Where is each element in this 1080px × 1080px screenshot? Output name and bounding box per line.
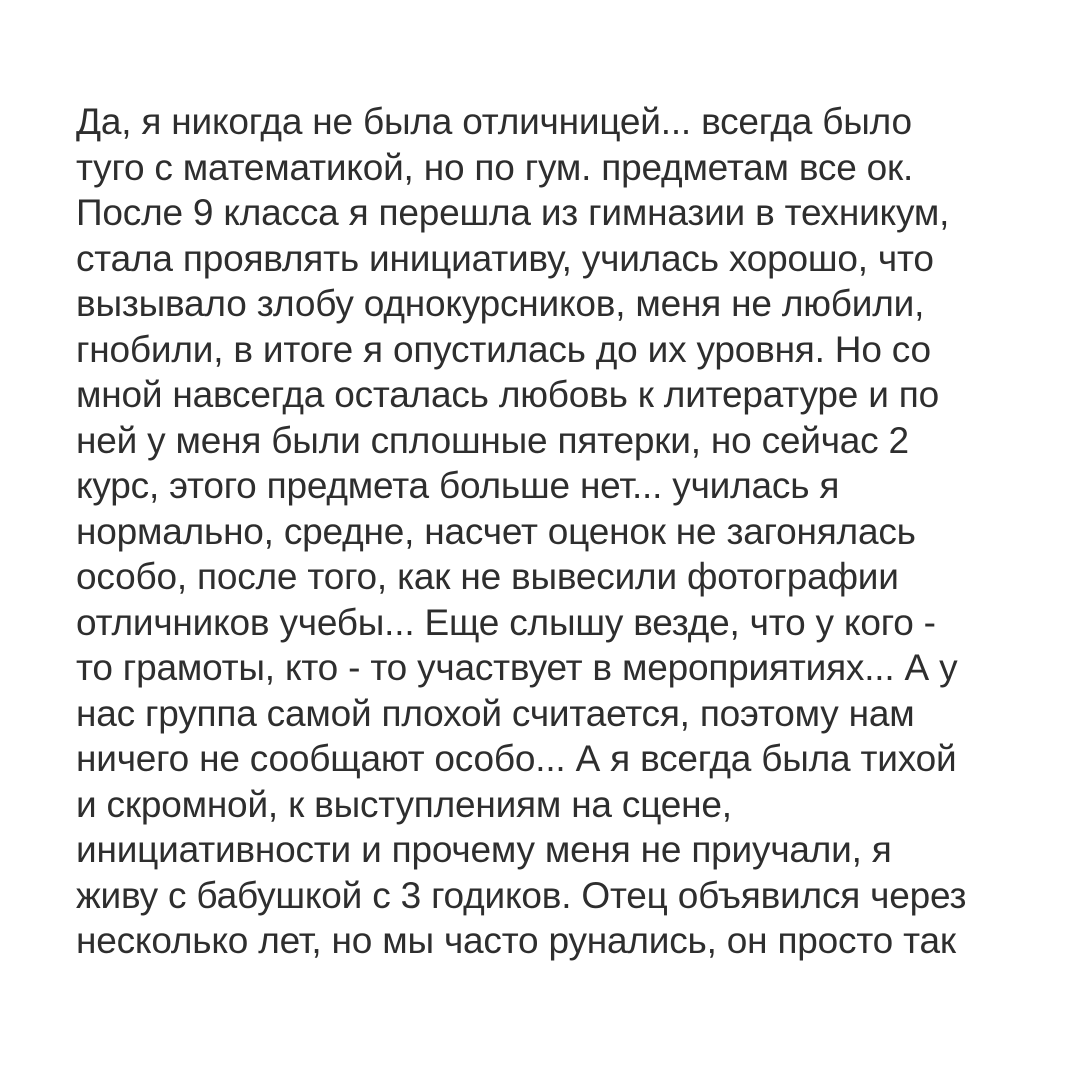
text-line: несколько лет, но мы часто руналиcь, он просто так xyxy=(76,920,956,961)
text-line: курс, этого предмета больше нет... училась я xyxy=(76,465,840,506)
text-line: то грамоты, кто - то участвует в мероприятиях... А у xyxy=(76,647,958,688)
text-line: стала проявлять инициативу, училась хорошо, что xyxy=(76,237,934,279)
text-line: После 9 класса я перешла из гимназии в техникум, xyxy=(76,192,950,233)
text-line: и скромной, к выступлениям на сцене, xyxy=(76,783,732,825)
text-line: мной навсегда осталась любовь к литературе и по xyxy=(76,374,939,415)
text-line: ничего не сообщают особо... А я всегда была тихой xyxy=(76,738,957,779)
text-line: отличников учебы... Еще слышу везде, что у кого - xyxy=(76,601,936,643)
text-line: нормально, средне, насчет оценок не загонялась xyxy=(76,510,916,552)
text-line: Да, я никогда не была отличницей... всегда было xyxy=(76,101,912,142)
text-line: особо, после того, как не вывесили фотографии xyxy=(76,556,899,597)
text-line: ней у меня были сплошные пятерки, но сейчас 2 xyxy=(76,419,909,461)
text-line: гнобили, в итоге я опустилась до их уровня. Но со xyxy=(76,328,931,370)
text-line: вызывало злобу однокурсников, меня не любили, xyxy=(76,283,925,324)
text-line: инициативности и прочему меня не приучали, я xyxy=(76,829,892,870)
text-block xyxy=(76,99,1036,964)
text-line: живу с бабушкой с 3 годиков. Отец объявился через xyxy=(76,874,967,916)
text-line: туго с математикой, но по гум. предметам все ок. xyxy=(76,146,914,188)
text-line: нас группа самой плохой считается, поэтому нам xyxy=(76,692,915,734)
